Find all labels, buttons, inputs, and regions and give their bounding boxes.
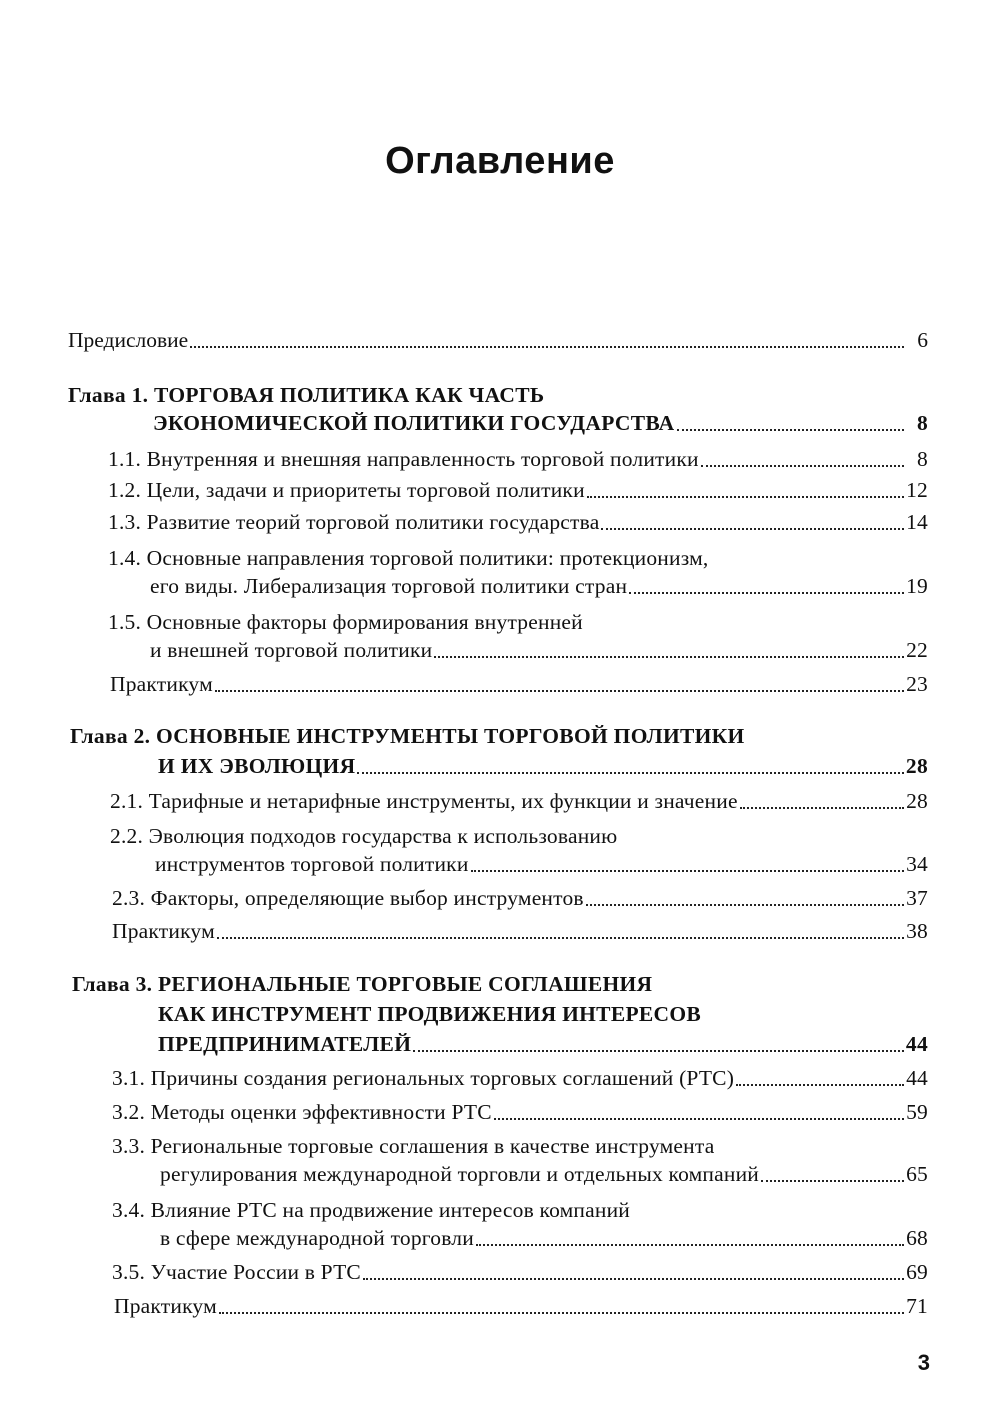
dot-leader	[677, 429, 905, 431]
toc-entry-title: 1.2. Цели, задачи и приоритеты торговой политики	[108, 478, 585, 502]
toc-entry-2-2-line1[interactable]: 2.2. Эволюция подходов государства к использованию	[110, 824, 618, 848]
toc-entry-title: 1.3. Развитие теорий торговой политики государства	[108, 510, 600, 534]
toc-page-number: 44	[905, 1032, 928, 1056]
toc-entry-2-2[interactable]	[155, 850, 928, 878]
chapter-1-heading[interactable]: Глава 1. ТОРГОВАЯ ПОЛИТИКА КАК ЧАСТЬ	[68, 383, 545, 407]
toc-page-number: 12	[906, 478, 928, 502]
dot-leader	[219, 1312, 904, 1314]
chapter-3-heading-line1[interactable]: Глава 3. РЕГИОНАЛЬНЫЕ ТОРГОВЫЕ СОГЛАШЕНИЯ	[72, 972, 653, 996]
toc-page-number: 23	[906, 672, 928, 696]
toc-entry-title: Практикум	[112, 919, 215, 943]
toc-page-number: 65	[906, 1162, 928, 1186]
toc-entry-title: Предисловие	[68, 328, 189, 352]
toc-entry-1-5[interactable]	[150, 636, 928, 664]
toc-entry-1-5-line1[interactable]: 1.5. Основные факторы формирования внутренней	[108, 610, 583, 634]
toc-page-number: 34	[906, 852, 928, 876]
dot-leader	[701, 465, 904, 467]
page-number: 3	[917, 1350, 930, 1375]
toc-entry-workshop-1[interactable]	[110, 670, 928, 698]
toc-entry-chapter-3[interactable]	[158, 1030, 928, 1058]
toc-entry-workshop-2[interactable]	[112, 917, 928, 945]
toc-entry-3-2[interactable]	[112, 1098, 928, 1126]
toc-entry-2-1[interactable]	[110, 787, 928, 815]
dot-leader	[357, 772, 903, 774]
toc-entry-title: 1.1. Внутренняя и внешняя направленность торговой политики	[108, 447, 699, 471]
toc-entry-1-4[interactable]	[150, 572, 928, 600]
toc-page-number: 28	[906, 789, 928, 813]
toc-entry-title: 3.5. Участие России в РТС	[112, 1260, 361, 1284]
dot-leader	[629, 592, 904, 594]
toc-entry-chapter-1[interactable]	[153, 409, 928, 437]
toc-page-number: 14	[906, 510, 928, 534]
dot-leader	[190, 346, 904, 348]
toc-page-number: 69	[906, 1260, 928, 1284]
toc-entry-title: ЭКОНОМИЧЕСКОЙ ПОЛИТИКИ ГОСУДАРСТВА	[153, 411, 675, 435]
toc-entry-1-1[interactable]	[108, 445, 928, 473]
toc-entry-1-4-line1[interactable]: 1.4. Основные направления торговой политики: протекционизм,	[108, 546, 709, 570]
toc-page-number: 22	[906, 638, 928, 662]
dot-leader	[434, 656, 904, 658]
dot-leader	[471, 870, 904, 872]
toc-entry-3-4-line1[interactable]: 3.4. Влияние РТС на продвижение интересов компаний	[112, 1198, 631, 1222]
toc-page-number: 38	[906, 919, 928, 943]
dot-leader	[476, 1244, 904, 1246]
toc-entry-title: 3.2. Методы оценки эффективности РТС	[112, 1100, 492, 1124]
toc-entry-title: его виды. Либерализация торговой политики стран	[150, 574, 628, 598]
toc-entry-1-3[interactable]	[108, 508, 928, 536]
toc-entry-preface[interactable]	[68, 326, 928, 354]
toc-entry-title: Практикум	[110, 672, 213, 696]
toc-page-number: 37	[906, 886, 928, 910]
toc-page-number: 68	[906, 1226, 928, 1250]
page-title: Оглавление	[385, 140, 615, 182]
toc-entry-1-2[interactable]	[108, 476, 928, 504]
toc-page-number: 19	[906, 574, 928, 598]
toc-entry-title: 3.1. Причины создания региональных торговых соглашений (РТС)	[112, 1066, 735, 1090]
toc-page-number: 71	[906, 1294, 928, 1318]
dot-leader	[736, 1084, 904, 1086]
toc-entry-title: регулирования международной торговли и отдельных компаний	[160, 1162, 759, 1186]
chapter-3-heading-line2[interactable]: КАК ИНСТРУМЕНТ ПРОДВИЖЕНИЯ ИНТЕРЕСОВ	[158, 1002, 702, 1026]
toc-entry-title: в сфере международной торговли	[160, 1226, 474, 1250]
toc-page-number: 59	[906, 1100, 928, 1124]
toc-entry-title: 2.1. Тарифные и нетарифные инструменты, их функции и значение	[110, 789, 738, 813]
dot-leader	[761, 1180, 904, 1182]
dot-leader	[740, 807, 904, 809]
dot-leader	[217, 937, 904, 939]
dot-leader	[215, 690, 904, 692]
dot-leader	[413, 1050, 904, 1052]
toc-entry-2-3[interactable]	[112, 884, 928, 912]
dot-leader	[494, 1118, 904, 1120]
toc-page-number: 28	[905, 754, 928, 778]
toc-entry-3-3[interactable]	[160, 1160, 928, 1188]
dot-leader	[587, 496, 904, 498]
dot-leader	[363, 1278, 904, 1280]
toc-entry-title: и внешней торговой политики	[150, 638, 433, 662]
toc-entry-3-5[interactable]	[112, 1258, 928, 1286]
toc-page-number: 8	[916, 411, 928, 435]
toc-page-number: 6	[917, 328, 928, 352]
toc-entry-title: инструментов торговой политики	[155, 852, 469, 876]
toc-entry-title: ПРЕДПРИНИМАТЕЛЕЙ	[158, 1032, 412, 1056]
toc-entry-chapter-2[interactable]	[158, 752, 928, 780]
toc-page-number: 8	[917, 447, 928, 471]
dot-leader	[586, 904, 904, 906]
toc-entry-3-3-line1[interactable]: 3.3. Региональные торговые соглашения в качестве инструмента	[112, 1134, 715, 1158]
toc-entry-title: И ИХ ЭВОЛЮЦИЯ	[158, 754, 356, 778]
dot-leader	[601, 528, 904, 530]
toc-entry-3-1[interactable]	[112, 1064, 928, 1092]
toc-entry-title: Практикум	[114, 1294, 217, 1318]
toc-entry-workshop-3[interactable]	[114, 1292, 928, 1320]
chapter-2-heading[interactable]: Глава 2. ОСНОВНЫЕ ИНСТРУМЕНТЫ ТОРГОВОЙ ПОЛИТИКИ	[70, 724, 745, 748]
toc-entry-3-4[interactable]	[160, 1224, 928, 1252]
toc-page-number: 44	[906, 1066, 928, 1090]
toc-entry-title: 2.3. Факторы, определяющие выбор инструментов	[112, 886, 584, 910]
